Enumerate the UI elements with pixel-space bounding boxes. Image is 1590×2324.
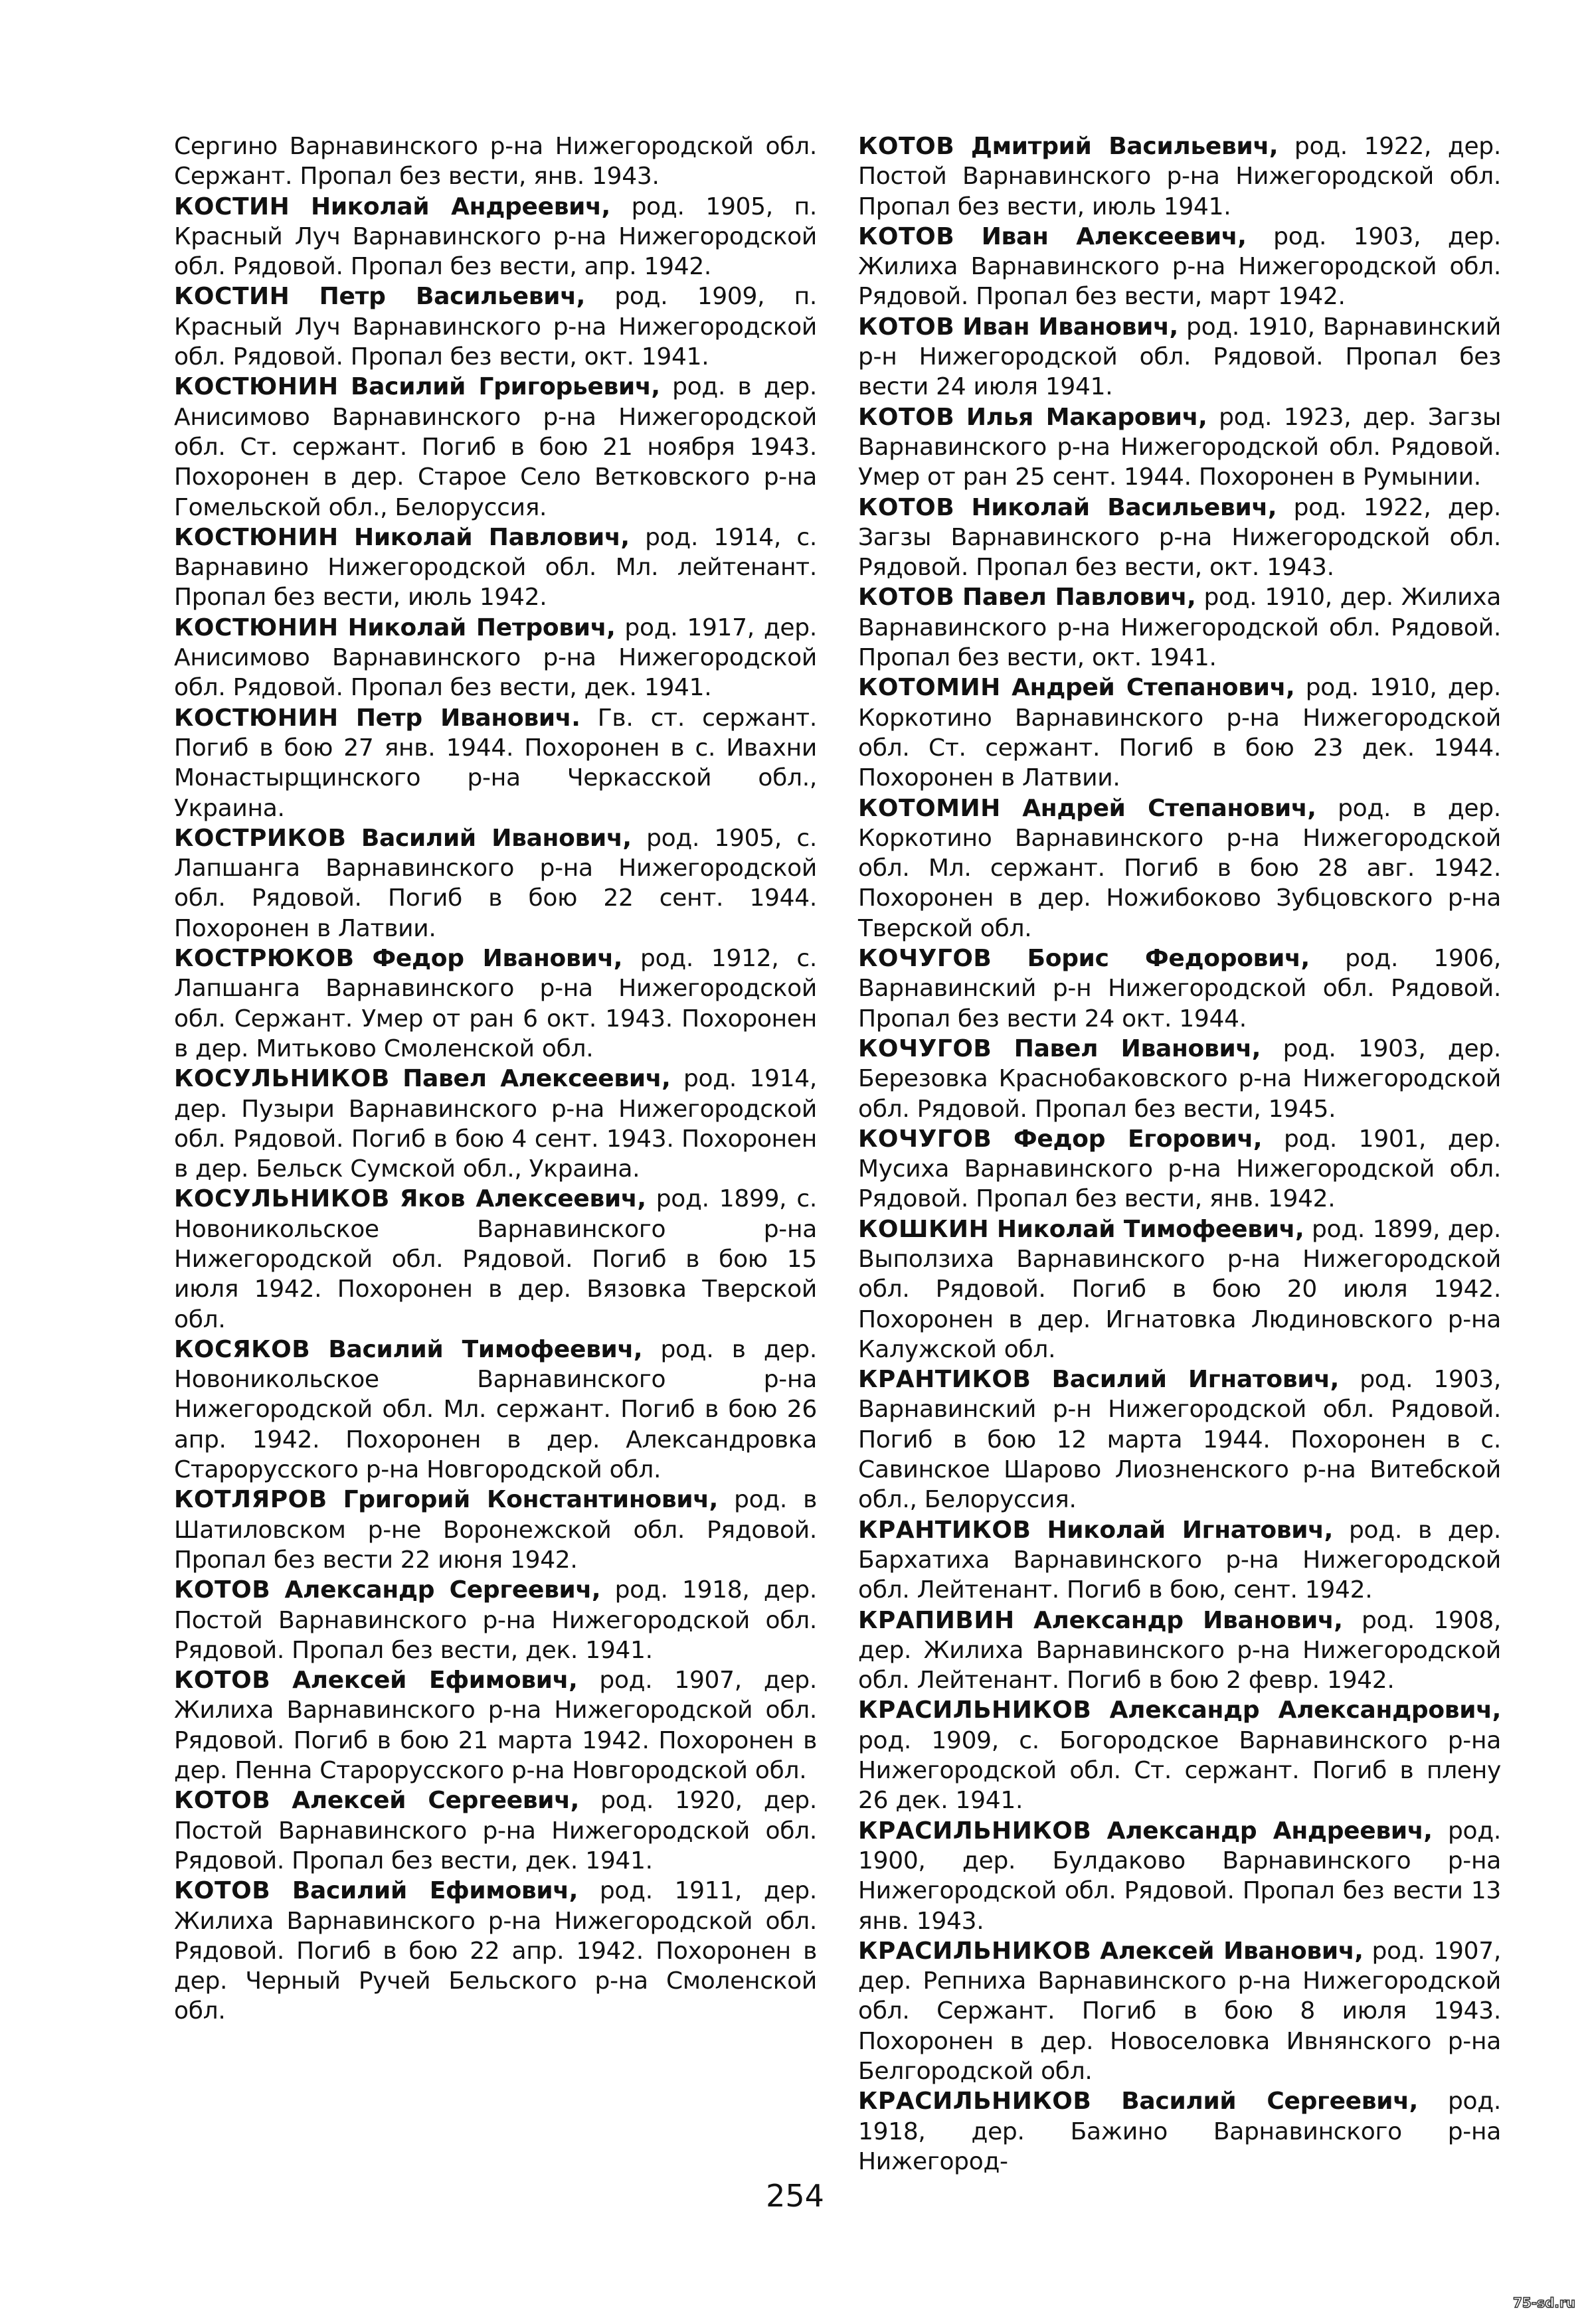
entry-surname: КОТОВ bbox=[174, 1787, 271, 1815]
entry-surname: КОТОВ bbox=[174, 1877, 271, 1905]
entry-text: род. в Шатиловском р-не Воронежской обл. Рядовой. Пропал без вести 22 июня 1942. bbox=[174, 1486, 817, 1574]
entry-text: род. 1914, с. Варнавино Нижегородской обл. Мл. лейтенант. Пропал без вести, июль 1942. bbox=[174, 523, 817, 612]
entry bbox=[174, 1184, 817, 1334]
entry bbox=[174, 1665, 817, 1785]
entry-text: род. 1907, дер. Репниха Варнавинского р-на Нижегородской обл. Сержант. Погиб в бою 8 июля 1943. Похоронен в дер. Новоселовка Ивнянского р-на Белгородской обл. bbox=[858, 1937, 1501, 2085]
entry-given-name: Александр Сергеевич, bbox=[284, 1576, 601, 1604]
entry-given-name: Александр Иванович, bbox=[1033, 1606, 1343, 1634]
entry-text: род. 1910, дер. Коркотино Варнавинского р-на Нижегородской обл. Ст. сержант. Погиб в бою 23 дек. 1944. Похоронен в Латвии. bbox=[858, 674, 1501, 792]
entry-given-name: Николай Павлович, bbox=[354, 523, 630, 551]
entry bbox=[858, 402, 1501, 493]
entry-surname: КОСТРИКОВ bbox=[174, 824, 347, 852]
entry-text: род. 1923, дер. Загзы Варнавинского р-на Нижегородской обл. Рядовой. Умер от ран 25 сент. 1944. Похоронен в Румынии. bbox=[858, 403, 1501, 491]
entry-given-name: Василий Тимофеевич, bbox=[328, 1335, 643, 1363]
entry-given-name: Федор Егорович, bbox=[1014, 1125, 1263, 1153]
entry-given-name: Илья Макарович, bbox=[966, 403, 1207, 431]
entry-text: род. 1909, п. Красный Луч Варнавинского р-на Нижегородской обл. Рядовой. Пропал без вести, окт. 1941. bbox=[174, 283, 817, 371]
page-number: 254 bbox=[766, 2178, 824, 2214]
entry bbox=[858, 1365, 1501, 1515]
entry bbox=[858, 1936, 1501, 2086]
entry-given-name: Петр Иванович. bbox=[355, 704, 580, 732]
entry-given-name: Василий Григорьевич, bbox=[351, 373, 660, 401]
entry-given-name: Василий Игнатович, bbox=[1051, 1366, 1340, 1394]
entry-surname: КОСТЮНИН bbox=[174, 373, 339, 401]
entry bbox=[174, 944, 817, 1064]
entry-surname: КОСТРЮКОВ bbox=[174, 945, 355, 973]
entry bbox=[858, 944, 1501, 1034]
entry-text: Сергино Варнавинского р-на Нижегородской обл. Сержант. Пропал без вести, янв. 1943. bbox=[174, 133, 817, 191]
entry-surname: КОШКИН bbox=[858, 1215, 990, 1243]
entry-surname: КОТОВ bbox=[858, 133, 955, 160]
entry-given-name: Петр Васильевич, bbox=[319, 283, 585, 311]
entry bbox=[174, 1064, 817, 1184]
entry-surname: КРАСИЛЬНИКОВ bbox=[858, 1817, 1092, 1845]
entry bbox=[174, 823, 817, 944]
entry-text: род. 1920, дер. Постой Варнавинского р-на Нижегородской обл. Рядовой. Пропал без вести, дек. 1941. bbox=[174, 1787, 817, 1874]
entry-text: род. 1903, дер. Жилиха Варнавинского р-на Нижегородской обл. Рядовой. Пропал без вести, март 1942. bbox=[858, 222, 1501, 311]
entry bbox=[858, 1606, 1501, 1696]
entry-text: род. 1899, с. Новоникольское Варнавинского р-на Нижегородской обл. Рядовой. Погиб в бою 15 июля 1942. Похоронен в дер. Вязовка Тверской обл. bbox=[174, 1185, 817, 1333]
entry-surname: КРАСИЛЬНИКОВ bbox=[858, 1697, 1092, 1724]
entry bbox=[858, 1214, 1501, 1365]
entry bbox=[858, 1124, 1501, 1214]
entry-surname: КРАСИЛЬНИКОВ bbox=[858, 2088, 1092, 2116]
entry-text: род. 1917, дер. Анисимово Варнавинского р-на Нижегородской обл. Рядовой. Пропал без вести, дек. 1941. bbox=[174, 614, 817, 702]
entry-text: род. 1900, дер. Булдаково Варнавинского р-на Нижегородской обл. Рядовой. Пропал без вести 13 янв. 1943. bbox=[858, 1817, 1501, 1935]
entry bbox=[858, 222, 1501, 312]
entry-surname: КРАНТИКОВ bbox=[858, 1516, 1031, 1544]
entry-text: род. 1899, дер. Выползиха Варнавинского р-на Нижегородской обл. Рядовой. Погиб в бою 20 июля 1942. Похоронен в дер. Игнатовка Людиновского р-на Калужской обл. bbox=[858, 1215, 1501, 1363]
entry bbox=[174, 372, 817, 522]
entry-given-name: Павел Иванович, bbox=[1014, 1035, 1261, 1062]
entry-text: род. 1914, дер. Пузыри Варнавинского р-на Нижегородской обл. Рядовой. Погиб в бою 4 сент. 1943. Похоронен в дер. Бельск Сумской обл., Украина. bbox=[174, 1065, 817, 1183]
entry-text: род. 1905, с. Лапшанга Варнавинского р-на Нижегородской обл. Рядовой. Погиб в бою 22 сент. 1944. Похоронен в Латвии. bbox=[174, 824, 817, 942]
entry-text: род. 1908, дер. Жилиха Варнавинского р-на Нижегородской обл. Лейтенант. Погиб в бою 2 февр. 1942. bbox=[858, 1606, 1501, 1695]
entry-surname: КРАНТИКОВ bbox=[858, 1366, 1031, 1394]
entry-given-name: Николай Васильевич, bbox=[971, 493, 1277, 521]
entry-given-name: Дмитрий Васильевич, bbox=[970, 133, 1279, 160]
entry-surname: КОСЯКОВ bbox=[174, 1335, 311, 1363]
entry bbox=[858, 793, 1501, 944]
entry-text: род. 1909, с. Богородское Варнавинского р-на Нижегородской обл. Ст. сержант. Погиб в плену 26 дек. 1941. bbox=[858, 1726, 1501, 1815]
right-column bbox=[858, 131, 1501, 2177]
entry-text: род. 1912, с. Лапшанга Варнавинского р-на Нижегородской обл. Сержант. Умер от ран 6 окт. 1943. Похоронен в дер. Митьково Смоленской обл. bbox=[174, 945, 817, 1062]
entry-text: род. в дер. Бархатиха Варнавинского р-на Нижегородской обл. Лейтенант. Погиб в бою, сент. 1942. bbox=[858, 1516, 1501, 1604]
entry-given-name: Федор Иванович, bbox=[372, 945, 623, 973]
entry-given-name: Александр Александрович, bbox=[1109, 1697, 1501, 1724]
entry-given-name: Николай Игнатович, bbox=[1047, 1516, 1333, 1544]
entry-surname: КОСТЮНИН bbox=[174, 704, 339, 732]
entry-given-name: Николай Андреевич, bbox=[310, 193, 610, 220]
entry-given-name: Яков Алексеевич, bbox=[399, 1185, 646, 1213]
entry-text: род. 1907, дер. Жилиха Варнавинского р-на Нижегородской обл. Рядовой. Погиб в бою 21 марта 1942. Похоронен в дер. Пенна Старорусского р-на Новгородской обл. bbox=[174, 1667, 817, 1785]
entry-surname: КОЧУГОВ bbox=[858, 1125, 992, 1153]
entry-surname: КОСТИН bbox=[174, 283, 290, 311]
entry bbox=[858, 2086, 1501, 2177]
entry-given-name: Василий Ефимович, bbox=[292, 1877, 578, 1905]
entry-text: род. 1911, дер. Жилиха Варнавинского р-на Нижегородской обл. Рядовой. Погиб в бою 22 апр. 1942. Похоронен в дер. Черный Ручей Бельского р-на Смоленской обл. bbox=[174, 1877, 817, 2025]
entry-given-name: Андрей Степанович, bbox=[1022, 794, 1316, 822]
entry-text: род. 1905, п. Красный Луч Варнавинского р-на Нижегородской обл. Рядовой. Пропал без вести, апр. 1942. bbox=[174, 193, 817, 281]
entry bbox=[858, 1515, 1501, 1606]
entry bbox=[174, 1785, 817, 1876]
entry-text: род. 1918, дер. Бажино Варнавинского р-на Нижегород- bbox=[858, 2088, 1501, 2175]
entry bbox=[174, 1575, 817, 1665]
entry-surname: КОТОВ bbox=[174, 1667, 271, 1695]
entry-surname: КОТОВ bbox=[174, 1576, 271, 1604]
entry bbox=[174, 613, 817, 703]
entry-text: род. 1910, Варнавинский р-н Нижегородской обл. Рядовой. Пропал без вести 24 июля 1941. bbox=[858, 313, 1501, 401]
entry bbox=[858, 493, 1501, 583]
entry-given-name: Павел Алексеевич, bbox=[402, 1065, 671, 1093]
entry-surname: КОСТЮНИН bbox=[174, 614, 339, 641]
entry bbox=[174, 282, 817, 372]
entry bbox=[174, 1335, 817, 1485]
entry-text: род. в дер. Анисимово Варнавинского р-на Нижегородской обл. Ст. сержант. Погиб в бою 21 ноября 1943. Похоронен в дер. Старое Село Ветковского р-на Гомельской обл., Белоруссия. bbox=[174, 373, 817, 521]
entry-given-name: Борис Федорович, bbox=[1027, 945, 1310, 973]
entry-given-name: Василий Сергеевич, bbox=[1121, 2088, 1418, 2116]
entry bbox=[174, 192, 817, 282]
entry-surname: КОСТЮНИН bbox=[174, 523, 339, 551]
entry-text: род. 1922, дер. Постой Варнавинского р-на Нижегородской обл. Пропал без вести, июль 1941. bbox=[858, 133, 1501, 220]
site-watermark: 75-sd.ru bbox=[1512, 2295, 1575, 2311]
entry-surname: КОТОВ bbox=[858, 403, 955, 431]
entry bbox=[858, 1695, 1501, 1815]
entry-text: род. 1922, дер. Загзы Варнавинского р-на Нижегородской обл. Рядовой. Пропал без вести, окт. 1943. bbox=[858, 493, 1501, 582]
entry-given-name: Алексей Ефимович, bbox=[292, 1667, 578, 1695]
entry-surname: КОТОМИН bbox=[858, 674, 1001, 702]
entry-given-name: Николай Петрович, bbox=[347, 614, 616, 641]
entry bbox=[858, 582, 1501, 673]
entry-surname: КОСУЛЬНИКОВ bbox=[174, 1185, 390, 1213]
entry-continuation bbox=[174, 131, 817, 192]
entry bbox=[174, 703, 817, 823]
entry-text: род. 1903, дер. Березовка Краснобаковского р-на Нижегородской обл. Рядовой. Пропал без вести, 1945. bbox=[858, 1035, 1501, 1123]
entry bbox=[858, 1816, 1501, 1936]
entry-given-name: Иван Алексеевич, bbox=[981, 222, 1247, 250]
entry bbox=[174, 1876, 817, 2026]
entry bbox=[858, 312, 1501, 402]
entry bbox=[858, 1034, 1501, 1124]
entry-surname: КОСУЛЬНИКОВ bbox=[174, 1065, 390, 1093]
entry-surname: КОТОМИН bbox=[858, 794, 1001, 822]
entry-text: род. 1903, Варнавинский р-н Нижегородской обл. Рядовой. Погиб в бою 12 марта 1944. Похоронен в с. Савинское Шарово Лиозненского р-на Витебской обл., Белоруссия. bbox=[858, 1366, 1501, 1514]
entry bbox=[858, 131, 1501, 222]
left-column bbox=[174, 131, 817, 2027]
entry-surname: КОТОВ bbox=[858, 313, 955, 341]
entry-given-name: Алексей Иванович, bbox=[1100, 1937, 1364, 1965]
entry-text: род. 1918, дер. Постой Варнавинского р-на Нижегородской обл. Рядовой. Пропал без вести, дек. 1941. bbox=[174, 1576, 817, 1664]
entry-text: род. 1906, Варнавинский р-н Нижегородской обл. Рядовой. Пропал без вести 24 окт. 1944. bbox=[858, 945, 1501, 1033]
entry-surname: КРАСИЛЬНИКОВ bbox=[858, 1937, 1092, 1965]
entry-surname: КОЧУГОВ bbox=[858, 1035, 992, 1062]
entry-given-name: Александр Андреевич, bbox=[1106, 1817, 1433, 1845]
entry-text: род. 1910, дер. Жилиха Варнавинского р-на Нижегородской обл. Рядовой. Пропал без вести, окт. 1941. bbox=[858, 584, 1501, 672]
entry-given-name: Андрей Степанович, bbox=[1012, 674, 1295, 702]
entry bbox=[174, 523, 817, 613]
entry-given-name: Алексей Сергеевич, bbox=[292, 1787, 580, 1815]
entry-surname: КОТОВ bbox=[858, 493, 955, 521]
entry-text: род. в дер. Новоникольское Варнавинского р-на Нижегородской обл. Мл. сержант. Погиб в бою 26 апр. 1942. Похоронен в дер. Александровка Старорусского р-на Новгородской обл. bbox=[174, 1335, 817, 1484]
entry-surname: КРАПИВИН bbox=[858, 1606, 1015, 1634]
entry-surname: КОСТИН bbox=[174, 193, 290, 220]
entry-surname: КОЧУГОВ bbox=[858, 945, 992, 973]
entry-given-name: Григорий Константинович, bbox=[343, 1486, 719, 1514]
entry bbox=[858, 673, 1501, 793]
entry bbox=[174, 1485, 817, 1575]
entry-given-name: Василий Иванович, bbox=[361, 824, 632, 852]
entry-given-name: Павел Павлович, bbox=[962, 584, 1196, 612]
entry-text: Гв. ст. сержант. Погиб в бою 27 янв. 1944. Похоронен в с. Ивахни Монастырщинского р-на Черкасской обл., Украина. bbox=[174, 704, 817, 822]
entry-text: род. 1901, дер. Мусиха Варнавинского р-на Нижегородской обл. Рядовой. Пропал без вести, янв. 1942. bbox=[858, 1125, 1501, 1213]
entry-given-name: Николай Тимофеевич, bbox=[996, 1215, 1304, 1243]
entry-surname: КОТЛЯРОВ bbox=[174, 1486, 327, 1514]
entry-surname: КОТОВ bbox=[858, 584, 955, 612]
entry-given-name: Иван Иванович, bbox=[962, 313, 1178, 341]
entry-surname: КОТОВ bbox=[858, 222, 955, 250]
entry-text: род. в дер. Коркотино Варнавинского р-на Нижегородской обл. Мл. сержант. Погиб в бою 28 авг. 1942. Похоронен в дер. Ножибоково Зубцовского р-на Тверской обл. bbox=[858, 794, 1501, 942]
